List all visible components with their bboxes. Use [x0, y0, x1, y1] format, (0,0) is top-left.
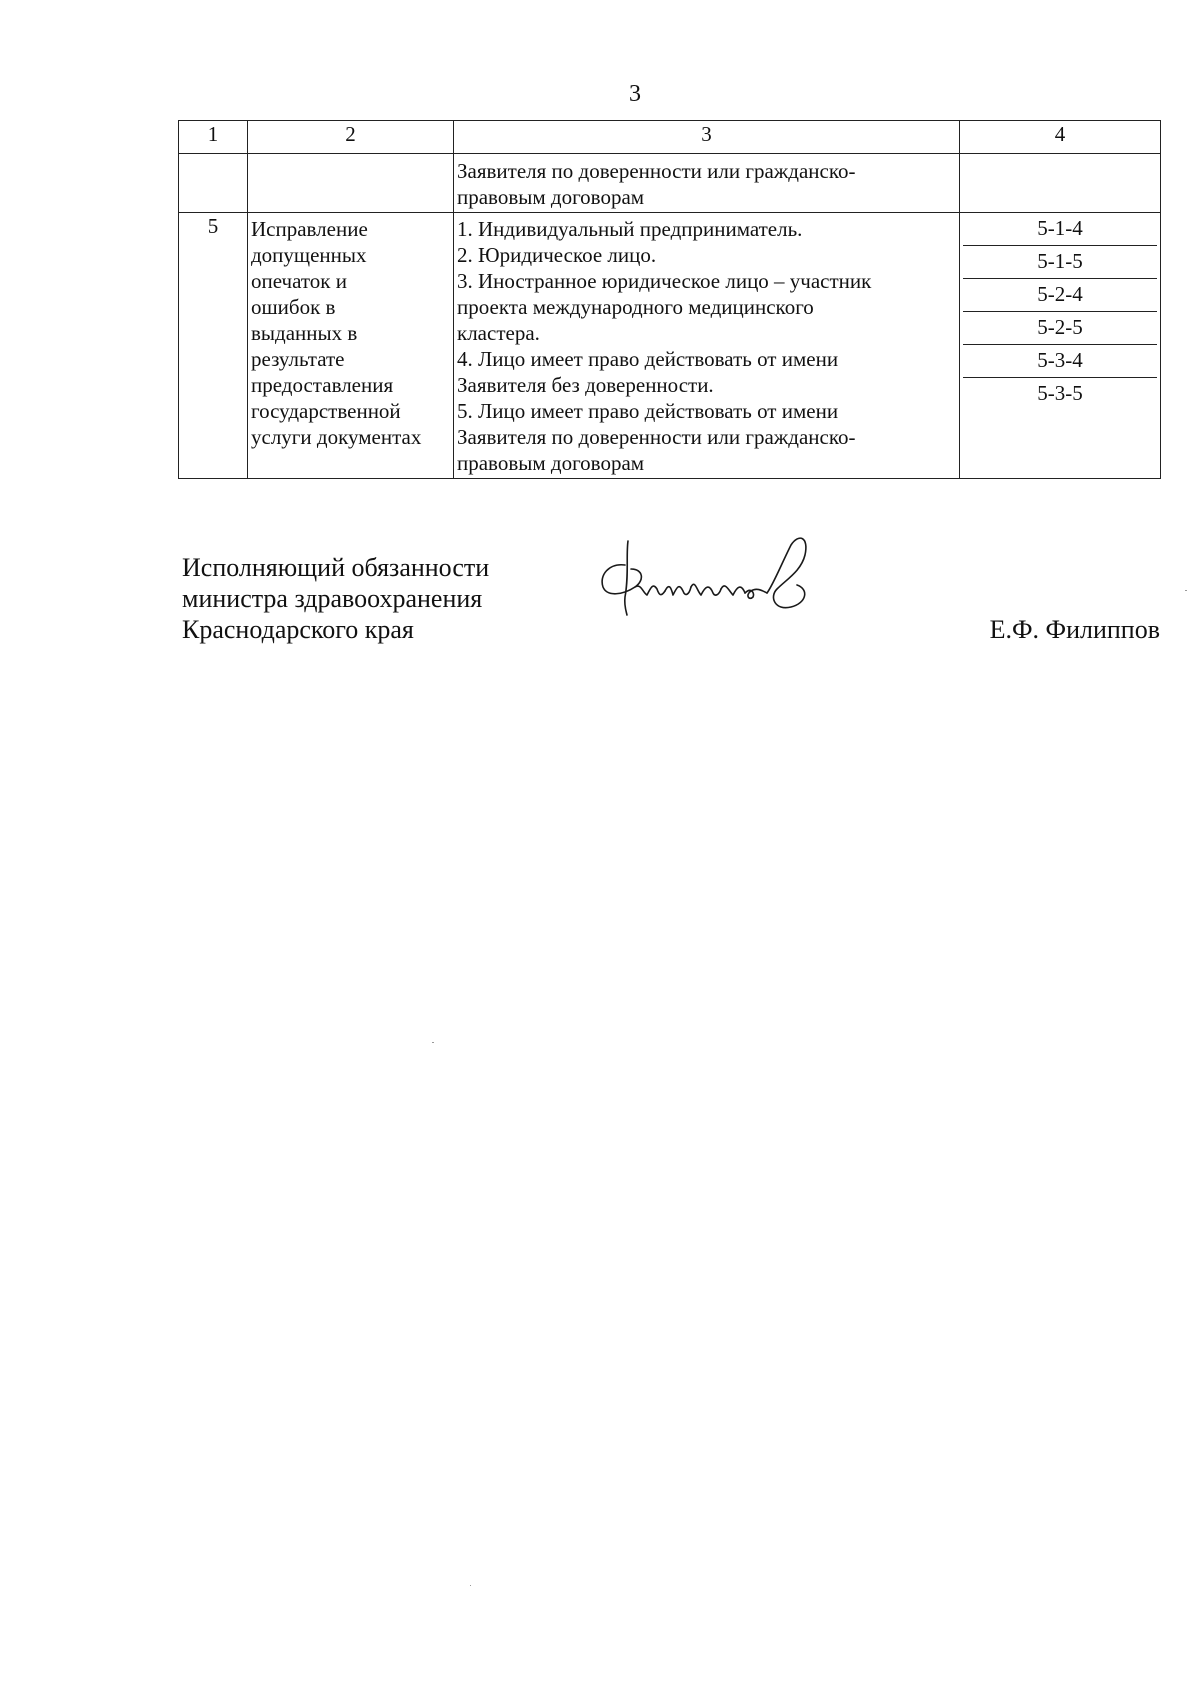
services-table	[178, 120, 1161, 479]
service-line: допущенных	[251, 243, 367, 267]
header-cell-1: 1	[179, 121, 248, 154]
applicant-line: Заявителя по доверенности или гражданско-	[457, 425, 856, 449]
scan-speck	[432, 1042, 434, 1043]
row-number: 5	[179, 213, 248, 479]
position-line-1: Исполняющий обязанности	[182, 553, 490, 582]
applicant-line: кластера.	[457, 321, 540, 345]
header-cell-3: 3	[454, 121, 960, 154]
codes-cell	[960, 213, 1161, 479]
service-line: Исправление	[251, 217, 368, 241]
code-5-2-4: 5-2-4	[963, 279, 1157, 312]
service-line: ошибок в	[251, 295, 336, 319]
code-5-3-5: 5-3-5	[1037, 381, 1083, 405]
applicant-line: 4. Лицо имеет право действовать от имени	[457, 347, 839, 371]
code-5-2-5: 5-2-5	[963, 312, 1157, 345]
page-number: 3	[629, 81, 641, 107]
cont-line-1: Заявителя по доверенности или гражданско-	[457, 159, 856, 183]
position-line-3: Краснодарского края	[182, 615, 414, 644]
applicant-line: Заявителя без доверенности.	[457, 373, 714, 397]
cont-code-cell	[960, 154, 1161, 213]
cont-line-2: правовым договорам	[457, 185, 645, 209]
service-line: опечаток и	[251, 269, 347, 293]
table-row-5	[179, 213, 1161, 479]
applicant-line: 2. Юридическое лицо.	[457, 243, 657, 267]
handwritten-signature	[595, 535, 865, 640]
header-cell-2: 2	[248, 121, 454, 154]
table-header-row	[179, 121, 1161, 154]
cont-service-cell	[248, 154, 454, 213]
service-line: предоставления	[251, 373, 394, 397]
applicant-line: проекта международного медицинского	[457, 295, 814, 319]
applicant-line: 1. Индивидуальный предприниматель.	[457, 217, 803, 241]
service-line: услуги документах	[251, 425, 422, 449]
service-line: государственной	[251, 399, 401, 423]
scan-speck	[1185, 590, 1187, 591]
cont-applicant-cell	[454, 154, 960, 213]
applicant-line: 3. Иностранное юридическое лицо – участник	[457, 269, 872, 293]
service-line: результате	[251, 347, 345, 371]
code-5-1-4: 5-1-4	[963, 213, 1157, 246]
service-line: выданных в	[251, 321, 358, 345]
code-5-3-4: 5-3-4	[963, 345, 1157, 378]
applicant-line: правовым договорам	[457, 451, 645, 475]
table-row-continuation	[179, 154, 1161, 213]
applicant-line: 5. Лицо имеет право действовать от имени	[457, 399, 839, 423]
position-line-2: министра здравоохранения	[182, 584, 483, 613]
service-name-cell	[248, 213, 454, 479]
signatory-position	[182, 552, 489, 645]
applicant-types-cell	[454, 213, 960, 479]
scan-speck	[470, 1585, 471, 1586]
signer-name: Е.Ф. Филиппов	[989, 615, 1160, 644]
cont-number-cell	[179, 154, 248, 213]
code-5-1-5: 5-1-5	[963, 246, 1157, 279]
header-cell-4: 4	[960, 121, 1161, 154]
